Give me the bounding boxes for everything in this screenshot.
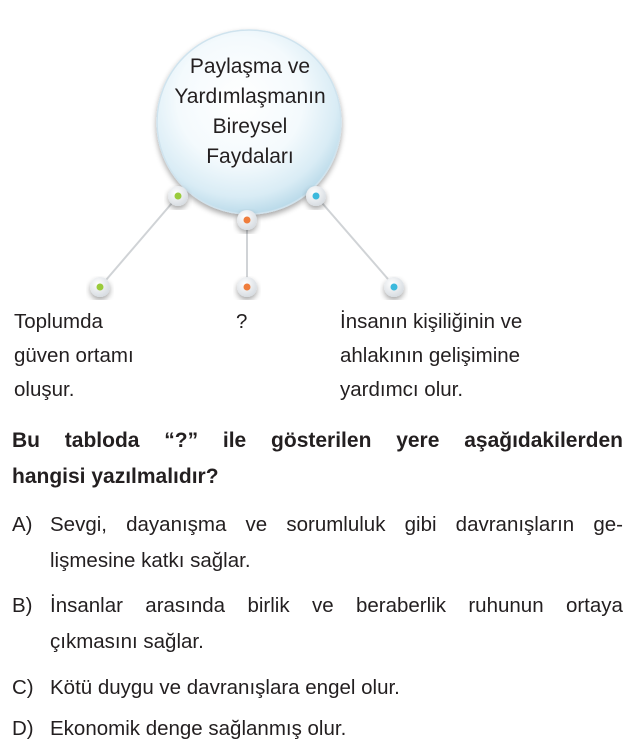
option-word: arasında [145, 594, 226, 617]
branch-line: yardımcı olur. [340, 378, 464, 401]
option-line: lişmesine katkı sağlar. [50, 549, 251, 572]
branch-right-text [340, 305, 620, 407]
option-word: birlik [247, 594, 290, 617]
option-word: dayanışma [126, 513, 227, 536]
circle-knob-mid [237, 210, 257, 230]
option-line [50, 507, 623, 543]
option-word: İnsanlar [50, 594, 123, 617]
question-stem [12, 423, 623, 495]
center-title [150, 52, 350, 172]
option-letter: D) [12, 717, 34, 740]
option-line [50, 588, 623, 624]
branch-line: ahlakının gelişimine [340, 344, 521, 367]
question-word: yere [396, 429, 440, 452]
answer-option-b[interactable] [12, 588, 623, 660]
option-word: ortaya [565, 594, 623, 617]
option-word: ve [245, 513, 268, 536]
circle-knob-right [306, 186, 326, 206]
branch-line: ? [236, 310, 248, 333]
option-word: ve [311, 594, 334, 617]
option-letter: A) [12, 513, 33, 536]
branch-line: oluşur. [14, 378, 75, 401]
question-line [12, 423, 623, 459]
option-letter: C) [12, 676, 34, 699]
question-word: tabloda [64, 429, 140, 452]
option-word: beraberlik [355, 594, 446, 617]
question-word: “?” [164, 429, 199, 452]
option-word: davranışların [455, 513, 575, 536]
question-word: gösterilen [271, 429, 372, 452]
question-word: ile [222, 429, 247, 452]
center-title-line: Yardımlaşmanın [174, 85, 326, 108]
option-line: Ekonomik denge sağlanmış olur. [50, 717, 347, 740]
option-word: ge- [593, 513, 623, 536]
branch-left-text [14, 305, 214, 407]
end-knob-mid [237, 277, 257, 297]
question-word: aşağıdakilerden [464, 429, 623, 452]
answer-option-d[interactable] [12, 711, 623, 747]
option-word: sorumluluk [286, 513, 386, 536]
option-word: gibi [404, 513, 437, 536]
branch-line: Toplumda [14, 310, 103, 333]
option-line: çıkmasını sağlar. [50, 630, 204, 653]
end-knob-right [384, 277, 404, 297]
answer-option-a[interactable] [12, 507, 623, 579]
branch-line: İnsanın kişiliğinin ve [340, 310, 523, 333]
option-line: Kötü duygu ve davranışlara engel olur. [50, 676, 400, 699]
center-title-line: Bireysel [212, 115, 288, 138]
option-letter: B) [12, 594, 33, 617]
question-word: Bu [12, 429, 40, 452]
connector-right [316, 196, 394, 286]
end-knob-left [90, 277, 110, 297]
option-word: Sevgi, [50, 513, 107, 536]
circle-knob-left [168, 186, 188, 206]
center-title-line: Faydaları [206, 145, 294, 168]
branch-line: güven ortamı [14, 344, 134, 367]
center-title-line: Paylaşma ve [189, 55, 311, 78]
answer-option-c[interactable] [12, 670, 623, 706]
question-line: hangisi yazılmalıdır? [12, 465, 219, 488]
branch-mid-text [236, 305, 276, 339]
option-word: ruhunun [468, 594, 544, 617]
connector-left [100, 196, 178, 287]
